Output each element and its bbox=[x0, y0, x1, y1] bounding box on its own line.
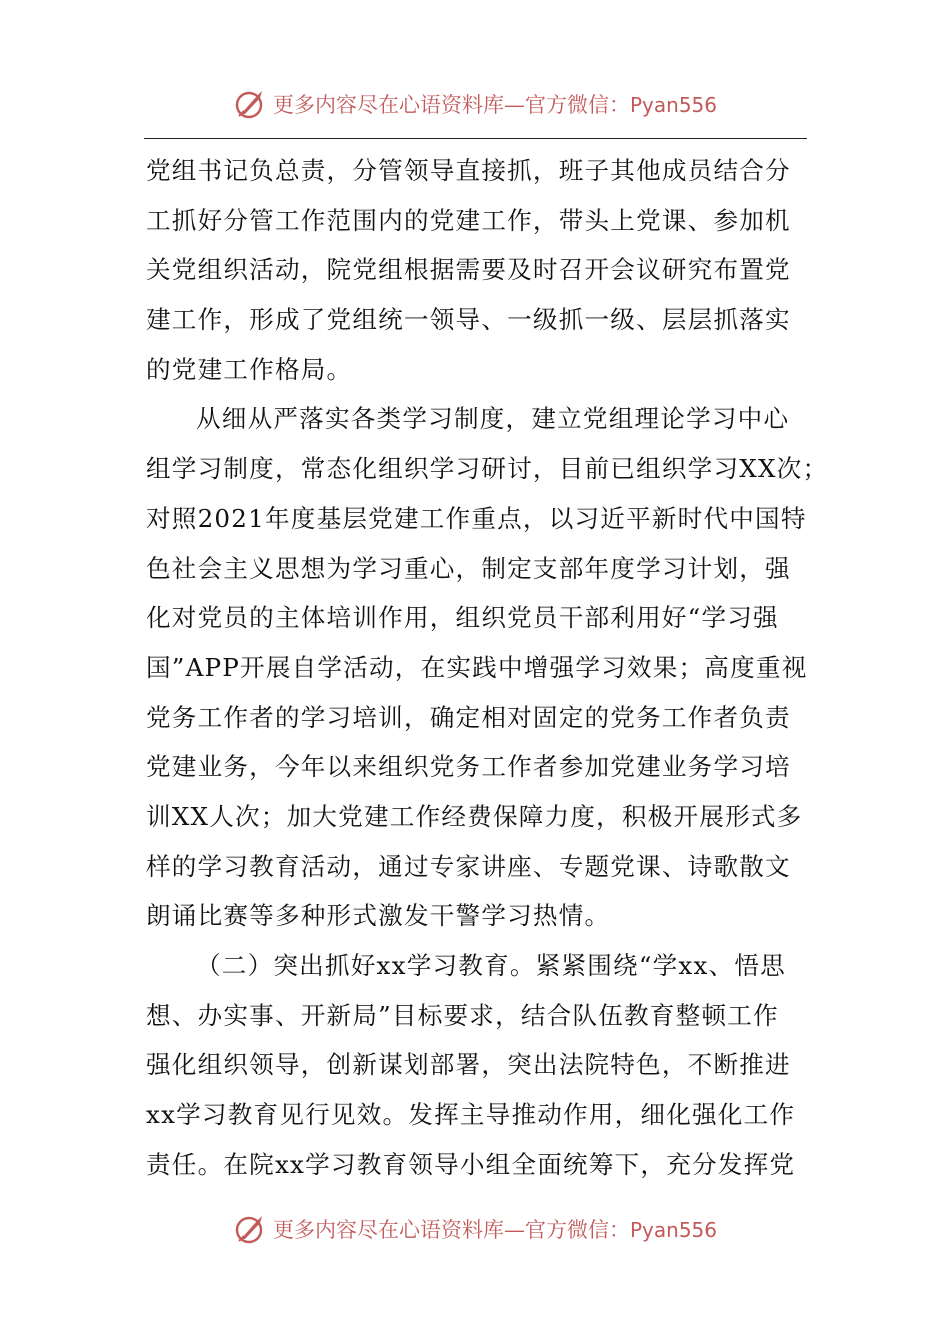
header-wechat-id: Pyan556 bbox=[629, 93, 717, 117]
text-line: xx学习教育见行见效。发挥主导推动作用，细化强化工作 bbox=[146, 1100, 796, 1130]
text-line: 色社会主义思想为学习重心，制定支部年度学习计划，强 bbox=[146, 553, 791, 583]
text-line: 从细从严落实各类学习制度，建立党组理论学习中心 bbox=[196, 404, 790, 434]
text-line: 党组书记负总责，分管领导直接抓，班子其他成员结合分 bbox=[146, 156, 791, 185]
document-body bbox=[146, 146, 829, 1189]
text-line: 想、办实事、开新局”目标要求，结合队伍教育整顿工作 bbox=[146, 1000, 779, 1030]
text-line: 化对党员的主体培训作用，组织党员干部利用好“学习强 bbox=[146, 603, 779, 633]
text-line: 责任。在院xx学习教育领导小组全面统筹下，充分发挥党 bbox=[146, 1149, 796, 1179]
text-line: 党务工作者的学习培训，确定相对固定的党务工作者负责 bbox=[146, 702, 791, 732]
text-line: 建工作，形成了党组统一领导、一级抓一级、层层抓落实 bbox=[146, 305, 791, 335]
text-line: 党建业务，今年以来组织党务工作者参加党建业务学习培 bbox=[146, 752, 791, 782]
text-line: 强化组织领导，创新谋划部署，突出法院特色，不断推进 bbox=[146, 1050, 791, 1080]
footer-wechat-id: Pyan556 bbox=[629, 1218, 717, 1242]
footer-banner bbox=[0, 1209, 950, 1249]
text-line: 国”APP开展自学活动，在实践中增强学习效果；高度重视 bbox=[146, 652, 808, 682]
text-line: 组学习制度，常态化组织学习研讨，目前已组织学习XX次； bbox=[146, 454, 829, 484]
header-divider bbox=[144, 138, 807, 139]
text-line: 朗诵比赛等多种形式激发干警学习热情。 bbox=[146, 901, 611, 931]
text-line: 样的学习教育活动，通过专家讲座、专题党课、诗歌散文 bbox=[146, 851, 791, 881]
text-line: 工抓好分管工作范围内的党建工作，带头上党课、参加机 bbox=[146, 205, 791, 235]
quill-pen-logo-icon bbox=[233, 1212, 267, 1246]
footer-promo-text: 更多内容尽在心语资料库—官方微信： bbox=[272, 1218, 630, 1242]
footer-banner-text bbox=[273, 1214, 717, 1244]
text-line: 的党建工作格局。 bbox=[146, 354, 353, 384]
text-line: 关党组织活动，院党组根据需要及时召开会议研究布置党 bbox=[146, 255, 791, 285]
text-line: 训XX人次；加大党建工作经费保障力度，积极开展形式多 bbox=[146, 801, 803, 831]
text-line: 对照2021年度基层党建工作重点，以习近平新时代中国特 bbox=[146, 503, 807, 533]
header-promo-text: 更多内容尽在心语资料库—官方微信： bbox=[272, 93, 630, 117]
header-banner bbox=[0, 84, 950, 124]
header-banner-text bbox=[273, 89, 717, 119]
quill-pen-logo-icon bbox=[233, 87, 267, 121]
section-heading-line: （二）突出抓好xx学习教育。紧紧围绕“学xx、悟思 bbox=[196, 951, 786, 980]
